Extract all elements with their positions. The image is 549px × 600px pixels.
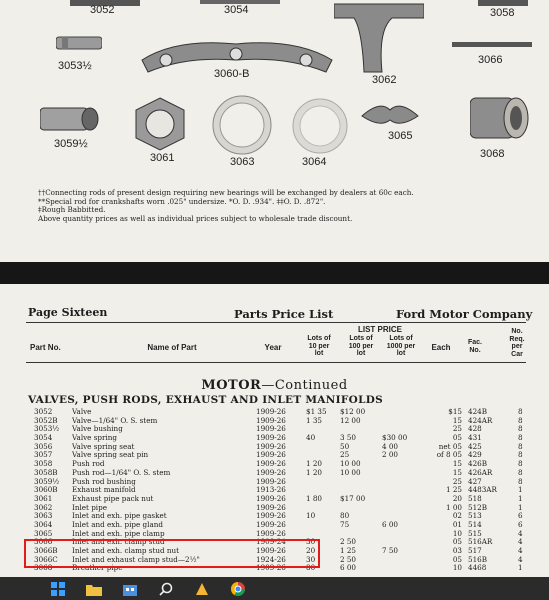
row-fac-no: 4483AR (468, 486, 497, 495)
row-lots100: 6 00 (340, 564, 357, 573)
row-year: 1909-26 (256, 503, 286, 512)
row-year: 1909-26 (256, 547, 286, 555)
part-label: 3065 (388, 130, 413, 142)
col-header-part-no: Part No. (30, 343, 61, 352)
row-req: 4 (518, 547, 523, 555)
row-lots10: 30 (306, 555, 316, 564)
row-req: 6 (518, 512, 523, 521)
row-year: 1909-26 (256, 451, 286, 460)
table-row (0, 443, 549, 452)
row-fac-no: 517 (468, 547, 482, 555)
part-3059-half-bushing-image (40, 104, 100, 134)
row-lots100: 3 50 (340, 434, 357, 443)
row-fac-no: 515 (468, 529, 482, 538)
row-lots100: 1 25 (340, 547, 357, 555)
row-part-no: 3058B (34, 468, 58, 477)
company-name: Ford Motor Company (396, 307, 533, 321)
row-part-no: 3062 (34, 503, 53, 512)
row-each: 25 (452, 477, 462, 486)
row-lots100: 2 50 (340, 555, 357, 564)
col-header-list-price: LIST PRICE (357, 325, 402, 334)
taskbar (0, 577, 549, 600)
windows-start-icon[interactable] (50, 581, 66, 597)
part-3062-inlet-pipe-image (334, 0, 424, 74)
table-row (0, 434, 549, 443)
section-title (0, 378, 549, 393)
row-req: 8 (518, 416, 523, 425)
row-each: 05 (452, 434, 462, 443)
row-part-name: Inlet and exh. pipe gland (72, 520, 163, 529)
row-lots10: 1 35 (306, 416, 323, 425)
row-fac-no: 514 (468, 520, 482, 529)
subsection-title: VALVES, PUSH RODS, EXHAUST AND INLET MANIFOLDS (28, 394, 384, 406)
row-part-name: Valve (72, 408, 92, 416)
row-year: 1909-26 (256, 520, 286, 529)
row-part-name: Push rod (72, 460, 105, 469)
row-part-no: 3061 (34, 494, 53, 503)
row-req: 8 (518, 425, 523, 434)
footnotes (38, 189, 543, 223)
part-label: 3054 (224, 4, 249, 16)
row-req: 8 (518, 451, 523, 460)
row-lots10: 1 80 (306, 494, 323, 503)
part-label: 3068 (480, 148, 505, 160)
row-each: 1 00 (445, 503, 462, 512)
row-req: 4 (518, 555, 523, 564)
row-req: 8 (518, 477, 523, 486)
section-suffix: —Continued (261, 378, 348, 393)
table-row (0, 460, 549, 469)
table-row (0, 417, 549, 426)
table-row (0, 478, 549, 487)
row-part-name: Exhaust manifold (72, 486, 136, 495)
table-row (0, 504, 549, 513)
row-lots100: 50 (340, 442, 350, 451)
row-each: 01 (452, 520, 462, 529)
row-each: 05 (452, 555, 462, 564)
price-list-page (0, 284, 549, 577)
row-year: 1909-26 (256, 494, 286, 503)
col-header-lots1000: Lots of 1000 per lot (386, 335, 416, 357)
row-year: 1909-26 (256, 564, 286, 573)
col-header-lots100: Lots of 100 per lot (348, 335, 374, 357)
part-3063-gasket-image (210, 94, 274, 156)
row-fac-no: 426B (468, 460, 488, 469)
row-year: 1909-26 (256, 434, 286, 443)
row-each: 15 (452, 468, 462, 477)
col-header-fac-no: Fac. No. (467, 339, 482, 354)
row-each: net 05 (438, 442, 462, 451)
table-row (0, 530, 549, 539)
row-part-no: 3052B (34, 416, 58, 425)
col-header-name: Name of Part (147, 343, 197, 352)
row-year: 1909-26 (256, 512, 286, 521)
row-lots100: 75 (340, 520, 350, 529)
row-fac-no: 429 (468, 451, 482, 460)
row-part-name: Push rod bushing (72, 477, 136, 486)
app-icon[interactable] (194, 581, 210, 597)
row-each: 10 (452, 529, 462, 538)
table-row (0, 451, 549, 460)
row-part-no: 3054 (34, 434, 53, 443)
row-lots1000: 7 50 (382, 547, 399, 555)
row-part-no: 3060B (34, 486, 58, 495)
row-part-name: Breather pipe (72, 564, 123, 573)
table-row (0, 521, 549, 530)
row-each: 15 (452, 416, 462, 425)
part-label: 3058 (490, 7, 515, 19)
part-label: 3063 (230, 156, 255, 168)
row-each: 25 (452, 425, 462, 434)
row-part-no: 3065 (34, 529, 53, 538)
row-lots10: 10 (306, 512, 316, 521)
header-rule (26, 362, 526, 363)
row-part-no: 3053½ (34, 425, 60, 434)
row-each: 03 (452, 547, 462, 555)
row-req: 8 (518, 442, 523, 451)
table-row (0, 495, 549, 504)
part-label: 3052 (90, 4, 115, 16)
row-lots1000: 4 00 (382, 442, 399, 451)
row-lots100: 80 (340, 512, 350, 521)
row-year: 1909-26 (256, 408, 286, 416)
row-req: 1 (518, 494, 523, 503)
row-year: 1909-26 (256, 425, 286, 434)
row-part-no: 3064 (34, 520, 53, 529)
row-part-name: Inlet and exh. pipe gasket (72, 512, 167, 521)
chrome-icon[interactable] (230, 581, 246, 597)
row-req: 8 (518, 408, 523, 416)
row-part-name: Inlet and exh. clamp stud (72, 538, 165, 547)
part-3061-nut-image (132, 96, 188, 152)
part-3066-stud-image (452, 40, 532, 50)
part-label: 3064 (302, 156, 327, 168)
row-lots100: 2 50 (340, 538, 357, 547)
parts-illustration-scan (0, 0, 549, 262)
table-row (0, 469, 549, 478)
row-req: 8 (518, 460, 523, 469)
footnote: Above quantity prices as well as individual prices subject to wholesale trade discount. (38, 214, 353, 223)
row-req: 8 (518, 434, 523, 443)
row-req: 4 (518, 538, 523, 547)
part-label: 3062 (372, 74, 397, 86)
row-year: 1909-24 (256, 538, 286, 547)
row-each: 1 25 (445, 486, 462, 495)
col-header-lots10: Lots of 10 per lot (307, 335, 331, 357)
header-rule (26, 322, 526, 323)
scan-separator (0, 262, 549, 284)
row-part-no: 3066B (34, 547, 58, 555)
row-part-name: Valve spring seat (72, 442, 135, 451)
page-title: Parts Price List (234, 307, 334, 321)
row-each: 20 (452, 494, 462, 503)
row-req: 1 (518, 503, 523, 512)
row-lots10: 40 (306, 434, 316, 443)
row-req: 1 (518, 486, 523, 495)
store-icon[interactable] (122, 581, 138, 597)
row-lots10: 80 (306, 564, 316, 573)
col-header-req: No. Req. per Car (509, 328, 525, 358)
row-lots100: 10 00 (340, 468, 361, 477)
footnote: ‡Rough Babbitted. (38, 206, 106, 215)
folder-icon[interactable] (86, 581, 102, 597)
row-part-no: 3057 (34, 451, 53, 460)
row-year: 1909-26 (256, 529, 286, 538)
row-lots100: $12 00 (340, 408, 366, 416)
row-part-no: 3058 (34, 460, 53, 469)
part-3064-gland-image (288, 96, 352, 156)
row-lots1000: 6 00 (382, 520, 399, 529)
row-part-no: 3056 (34, 442, 53, 451)
row-lots10: 20 (306, 547, 316, 555)
row-lots1000: $30 00 (382, 434, 408, 443)
part-label: 3060-B (214, 68, 250, 80)
row-part-name: Inlet and exh. pipe clamp (72, 529, 165, 538)
search-icon[interactable] (158, 581, 174, 597)
row-req: 6 (518, 520, 523, 529)
row-lots1000: 2 00 (382, 451, 399, 460)
row-part-no: 3059½ (34, 477, 60, 486)
part-label: 3059½ (54, 138, 88, 150)
row-part-name: Valve spring (72, 434, 117, 443)
row-each: 05 (452, 538, 462, 547)
row-part-name: Valve spring seat pin (72, 451, 149, 460)
row-lots100: $17 00 (340, 494, 366, 503)
row-part-no: 3063 (34, 512, 53, 521)
row-fac-no: 512B (468, 503, 488, 512)
row-req: 8 (518, 468, 523, 477)
row-part-name: Valve bushing (72, 425, 123, 434)
row-fac-no: 424B (468, 408, 488, 416)
row-year: 1909-26 (256, 460, 286, 469)
table-row (0, 425, 549, 434)
row-fac-no: 424AR (468, 416, 493, 425)
row-part-name: Inlet and exh. clamp stud nut (72, 547, 180, 555)
row-fac-no: 427 (468, 477, 482, 486)
col-header-each: Each (431, 343, 451, 352)
row-each: $15 (448, 408, 462, 416)
row-lots10: 1 20 (306, 468, 323, 477)
row-part-no: 3052 (34, 408, 53, 416)
part-3065-clamp-image (360, 98, 420, 128)
row-each: 10 (452, 564, 462, 573)
row-fac-no: 516B (468, 555, 488, 564)
row-year: 1909-26 (256, 477, 286, 486)
row-lots10: 30 (306, 538, 316, 547)
part-3053-half-bushing-image (56, 34, 102, 52)
part-label: 3066 (478, 54, 503, 66)
row-each: of 8 05 (436, 451, 462, 460)
table-row (0, 512, 549, 521)
row-part-name: Valve—1/64" O. S. stem (72, 416, 158, 425)
row-part-no: 3066C (34, 555, 58, 564)
row-part-name: Inlet pipe (72, 503, 107, 512)
row-part-name: Push rod—1/64" O. S. stem (72, 468, 171, 477)
part-label: 3061 (150, 152, 175, 164)
row-part-name: Exhaust pipe pack nut (72, 494, 154, 503)
row-lots100: 12 00 (340, 416, 361, 425)
col-header-year: Year (264, 343, 282, 352)
section-name: MOTOR (201, 378, 262, 393)
page-label: Page Sixteen (28, 306, 108, 319)
footnote: ††Connecting rods of present design requiring new bearings will be exchanged by dealers at 60c each. (38, 189, 414, 197)
row-year: 1909-26 (256, 416, 286, 425)
row-req: 4 (518, 529, 523, 538)
row-year: 1909-26 (256, 442, 286, 451)
row-part-no: 3066 (34, 538, 53, 547)
row-each: 02 (452, 512, 462, 521)
row-part-no: 3068 (34, 564, 53, 573)
row-fac-no: 428 (468, 425, 482, 434)
row-each: 15 (452, 460, 462, 469)
row-fac-no: 518 (468, 494, 482, 503)
row-year: 1909-26 (256, 468, 286, 477)
row-lots100: 25 (340, 451, 350, 460)
row-year: 1924-26 (256, 555, 286, 564)
row-lots10: 1 20 (306, 460, 323, 469)
row-fac-no: 513 (468, 512, 482, 521)
row-fac-no: 431 (468, 434, 482, 443)
row-fac-no: 425 (468, 442, 482, 451)
footnote: **Special rod for crankshafts worn .025" undersize. *O. D. .934". ‡‡O. D. .872". (38, 197, 326, 206)
red-highlight-box (24, 539, 320, 568)
row-lots10: $1 35 (306, 408, 327, 416)
row-fac-no: 516AR (468, 538, 493, 547)
table-row (0, 486, 549, 495)
row-lots100: 10 00 (340, 460, 361, 469)
row-req: 1 (518, 564, 523, 573)
row-fac-no: 4468 (468, 564, 487, 573)
row-fac-no: 426AR (468, 468, 493, 477)
part-3068-breather-pipe-image (470, 90, 530, 146)
part-label: 3053½ (58, 60, 92, 72)
row-part-name: Inlet and exhaust clamp stud—2½" (72, 555, 200, 564)
table-row (0, 408, 549, 417)
row-year: 1913-26 (256, 486, 286, 495)
